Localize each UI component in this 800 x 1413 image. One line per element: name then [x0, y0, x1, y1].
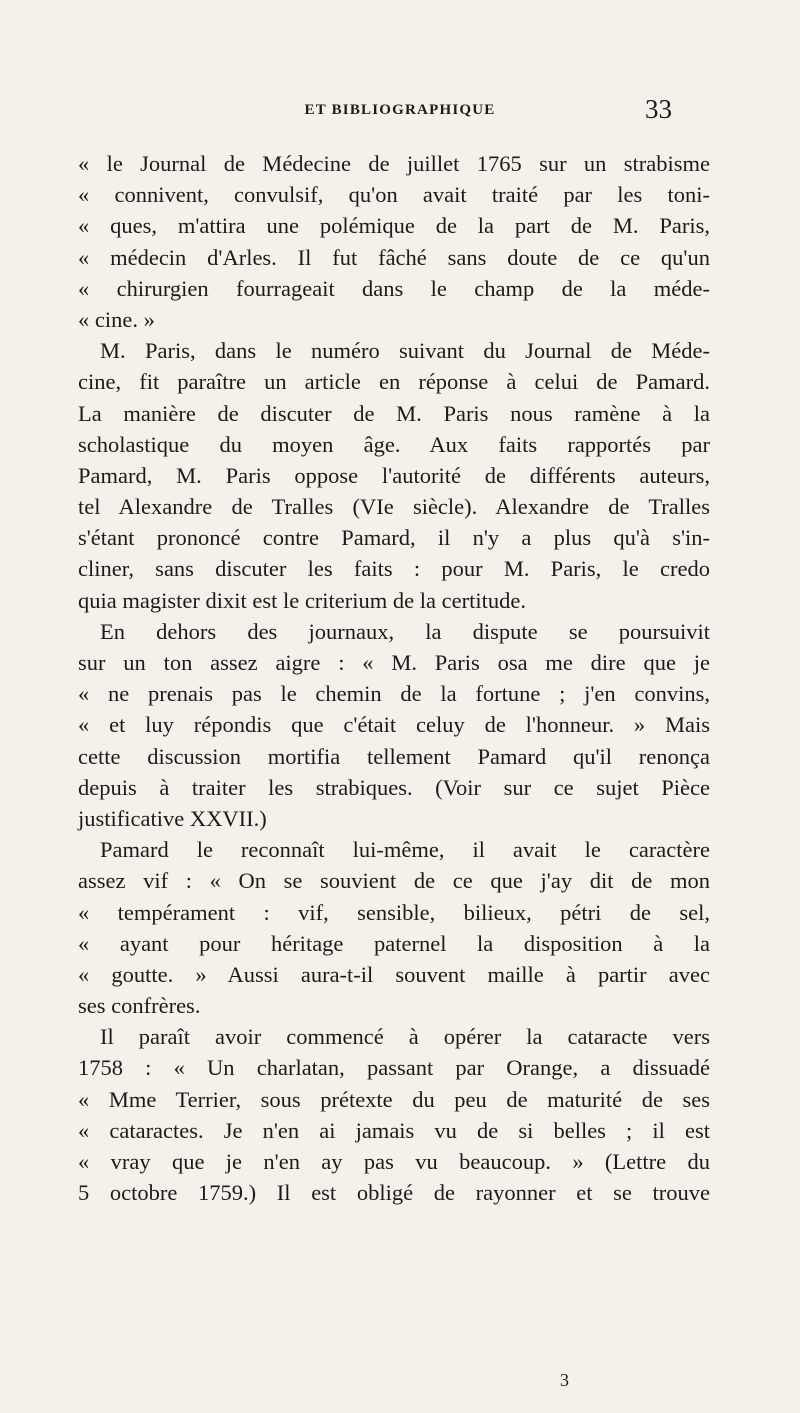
text-line: justificative XXVII.): [78, 805, 267, 831]
text-line: Pamard le reconnaît lui-même, il avait le caractère: [100, 837, 710, 863]
page-header: [0, 92, 800, 132]
text-line: ses confrères.: [78, 993, 201, 1019]
text-line: Il paraît avoir commencé à opérer la cataracte vers: [100, 1024, 710, 1050]
text-line: scholastique du moyen âge. Aux faits rapportés par: [78, 431, 710, 457]
text-line: « cataractes. Je n'en ai jamais vu de si belles ; il est: [78, 1117, 710, 1143]
text-line: Pamard, M. Paris oppose l'autorité de différents auteurs,: [78, 462, 710, 488]
text-line: tel Alexandre de Tralles (VIe siècle). Alexandre de Tralles: [78, 494, 710, 520]
text-line: « chirurgien fourrageait dans le champ de la méde-: [78, 275, 710, 301]
body-text: [78, 148, 710, 1208]
text-line: « tempérament : vif, sensible, bilieux, pétri de sel,: [78, 899, 710, 925]
text-line: cette discussion mortifia tellement Pamard qu'il renonça: [78, 743, 710, 769]
text-line: « ayant pour héritage paternel la disposition à la: [78, 930, 710, 956]
text-line: sur un ton assez aigre : « M. Paris osa me dire que je: [78, 650, 710, 675]
text-line: La manière de discuter de M. Paris nous ramène à la: [78, 400, 710, 426]
signature-mark-area: [0, 1370, 800, 1400]
text-line: 1758 : « Un charlatan, passant par Orange, a dissuadé: [78, 1055, 710, 1081]
text-line: assez vif : « On se souvient de ce que j'ay dit de mon: [78, 868, 710, 894]
text-line: 5 octobre 1759.) Il est obligé de rayonner et se trouve: [78, 1180, 710, 1206]
text-line: « ne prenais pas le chemin de la fortune ; j'en convins,: [78, 681, 710, 707]
text-line: « connivent, convulsif, qu'on avait traité par les toni-: [78, 182, 710, 208]
text-line: depuis à traiter les strabiques. (Voir sur ce sujet Pièce: [78, 774, 710, 800]
text-line: « médecin d'Arles. Il fut fâché sans doute de ce qu'un: [78, 244, 710, 270]
text-line: « et luy répondis que c'était celuy de l'honneur. » Mais: [78, 712, 710, 738]
text-line: « ques, m'attira une polémique de la part de M. Paris,: [78, 213, 710, 239]
text-line: s'étant prononcé contre Pamard, il n'y a plus qu'à s'in-: [78, 525, 710, 551]
text-line: « goutte. » Aussi aura-t-il souvent maille à partir avec: [78, 961, 710, 987]
text-line: cine, fit paraître un article en réponse à celui de Pamard.: [78, 369, 710, 395]
text-line: « Mme Terrier, sous prétexte du peu de maturité de ses: [78, 1086, 710, 1112]
running-title: ET BIBLIOGRAPHIQUE: [304, 102, 496, 118]
text-line: M. Paris, dans le numéro suivant du Journal de Méde-: [100, 338, 710, 364]
text-line: quia magister dixit est le criterium de la certitude.: [78, 587, 526, 613]
text-line: « le Journal de Médecine de juillet 1765 sur un strabisme: [78, 151, 710, 176]
text-line: En dehors des journaux, la dispute se poursuivit: [100, 618, 710, 644]
text-line: « vray que je n'en ay pas vu beaucoup. » (Lettre du: [78, 1149, 710, 1174]
text-line: cliner, sans discuter les faits : pour M. Paris, le credo: [78, 556, 710, 582]
page-number: 33: [645, 94, 672, 124]
signature-mark: 3: [560, 1370, 569, 1390]
text-line: « cine. »: [78, 306, 155, 332]
